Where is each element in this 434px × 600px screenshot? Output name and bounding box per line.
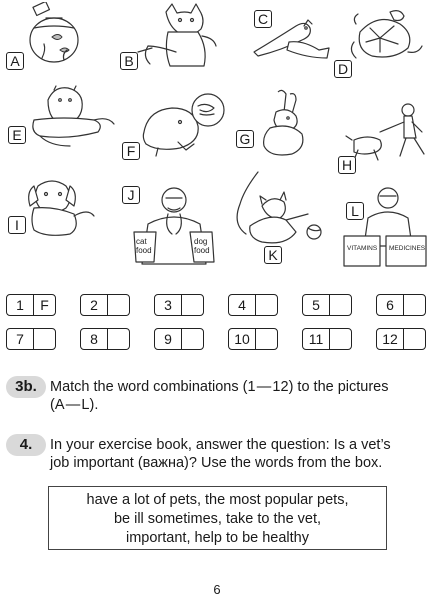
letter-label: J	[122, 186, 140, 204]
answer-letter[interactable]	[330, 295, 351, 315]
answer-box[interactable]	[6, 294, 56, 316]
answer-letter[interactable]: F	[40, 297, 49, 313]
letter-label: D	[334, 60, 352, 78]
answer-letter[interactable]	[404, 295, 425, 315]
answer-number: 9	[155, 329, 182, 349]
answer-number: 1	[7, 295, 34, 315]
task-4-number: 4.	[6, 434, 46, 456]
picture-d	[330, 2, 430, 80]
picture-j	[118, 184, 230, 274]
picture-k	[226, 170, 326, 266]
picture-b	[118, 2, 218, 70]
word-box-line-1: have a lot of pets, the most popular pets,	[86, 492, 349, 508]
answer-number: 10	[229, 329, 256, 349]
answer-box[interactable]	[154, 294, 204, 316]
answer-letter[interactable]	[404, 329, 425, 349]
dog-food-label: dog	[194, 237, 208, 246]
answer-letter[interactable]	[108, 295, 129, 315]
letter-label: L	[346, 202, 364, 220]
task-4-line-1: In your exercise book, answer the question: Is a vet’s	[50, 437, 391, 453]
cat-food-label: cat	[136, 237, 147, 246]
answer-box[interactable]	[80, 328, 130, 350]
answer-number: 3	[155, 295, 182, 315]
answer-number: 2	[81, 295, 108, 315]
answer-box[interactable]	[228, 328, 278, 350]
letter-label: H	[338, 156, 356, 174]
answer-number: 8	[81, 329, 108, 349]
answer-number: 12	[377, 329, 404, 349]
answer-letter[interactable]	[34, 329, 55, 349]
page-number: 6	[213, 582, 221, 597]
answer-box[interactable]	[154, 328, 204, 350]
letter-label: G	[236, 130, 254, 148]
answer-letter[interactable]	[330, 329, 351, 349]
letter-label: C	[254, 10, 272, 28]
answer-number: 5	[303, 295, 330, 315]
answer-letter[interactable]	[182, 295, 203, 315]
task-3b-number: 3b.	[6, 376, 46, 398]
task-3b-line-2: (A — L).	[50, 397, 99, 413]
word-box-line-2: be ill sometimes, take to the vet,	[113, 511, 322, 527]
letter-label: F	[122, 142, 140, 160]
answer-box[interactable]	[376, 328, 426, 350]
answer-letter[interactable]	[256, 329, 277, 349]
svg-text:food: food	[136, 246, 152, 255]
answer-number: 11	[303, 329, 330, 349]
answer-letter[interactable]	[182, 329, 203, 349]
rabbit-icon	[232, 88, 322, 160]
answer-box[interactable]	[80, 294, 130, 316]
picture-h	[334, 100, 432, 176]
picture-g	[232, 88, 322, 160]
vitamins-label: VITAMINS	[347, 245, 378, 252]
picture-e	[4, 80, 116, 152]
answer-box[interactable]	[302, 328, 352, 350]
picture-c	[234, 2, 334, 70]
letter-label: K	[264, 246, 282, 264]
answer-number: 7	[7, 329, 34, 349]
picture-f	[118, 92, 230, 164]
medicines-label: MEDICINES	[389, 245, 426, 252]
answer-letter[interactable]	[108, 329, 129, 349]
letter-label: A	[6, 52, 24, 70]
svg-text:food: food	[194, 246, 210, 255]
letter-label: E	[8, 126, 26, 144]
picture-l	[334, 184, 432, 274]
answer-number: 4	[229, 295, 256, 315]
answer-letter[interactable]	[256, 295, 277, 315]
parrot-on-hand-icon	[234, 2, 334, 70]
answer-box[interactable]	[6, 328, 56, 350]
answer-number: 6	[377, 295, 404, 315]
picture-a	[4, 2, 104, 70]
picture-i	[4, 172, 116, 242]
letter-label: B	[120, 52, 138, 70]
task-4-line-2: job important (важна)? Use the words from the box.	[50, 455, 383, 471]
vet-with-medicines-icon	[334, 184, 432, 274]
answer-box[interactable]	[376, 294, 426, 316]
answer-box[interactable]	[228, 294, 278, 316]
answer-box[interactable]	[302, 294, 352, 316]
letter-label: I	[8, 216, 26, 234]
word-box	[48, 486, 387, 550]
task-3b-line-1: Match the word combinations (1 — 12) to the pictures	[50, 379, 389, 395]
word-box-line-3: important, help to be healthy	[126, 530, 309, 546]
